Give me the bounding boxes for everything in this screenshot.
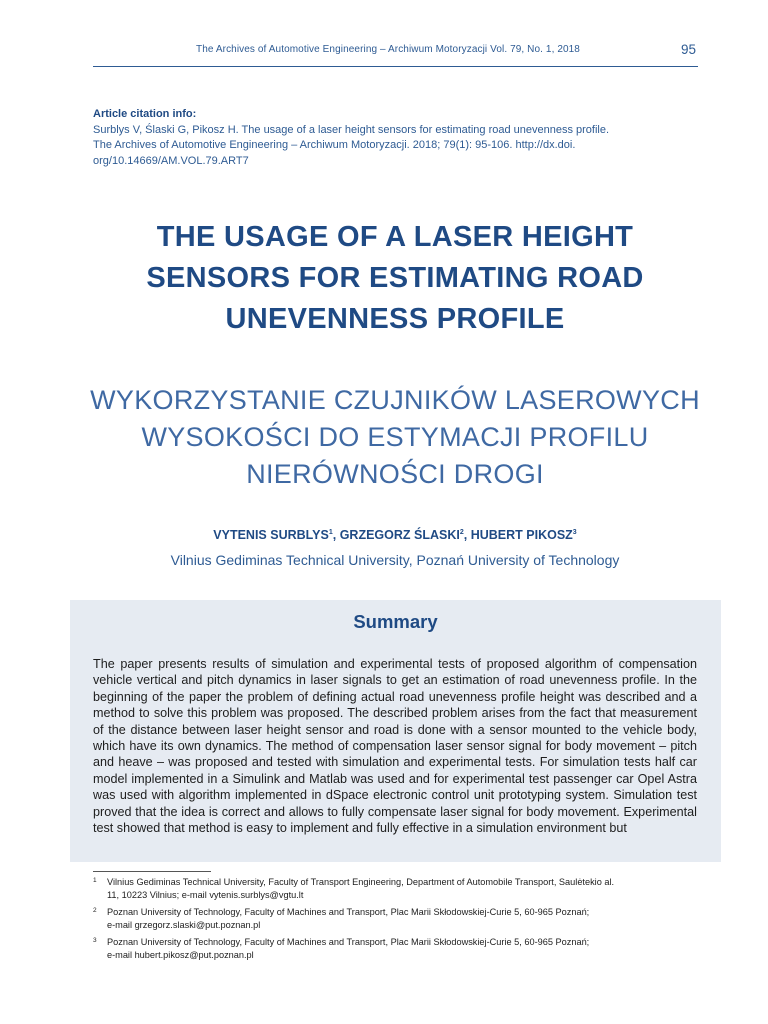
author-separator: , <box>332 528 340 542</box>
author-affiliation-mark: 2 <box>459 528 464 536</box>
footnote <box>93 906 703 932</box>
affiliation: Vilnius Gediminas Technical University, Poznań University of Technology <box>170 552 620 568</box>
footnote-divider <box>93 871 211 872</box>
citation-line: org/10.14669/AM.VOL.79.ART7 <box>93 154 249 167</box>
title-pl-line: WYKORZYSTANIE CZUJNIKÓW LASEROWYCH <box>90 385 700 415</box>
citation-block <box>93 107 703 169</box>
title-en-line: THE USAGE OF A LASER HEIGHT <box>156 221 634 253</box>
footnote-line: e-mail hubert.pikosz@put.poznan.pl <box>107 950 254 960</box>
summary-text: The paper presents results of simulation and experimental tests of proposed algorithm of compensation vehicle vertical and pitch dynamics in laser signals to get an estimation of road unevenness profile. In the beginning of the paper the problem of defining actual road unevenness profile height was described and a method to solve this problem was proposed. The described problem arises from the fact that measurement of the distance between laser height sensor and road is done with a sensor mounted to the vehicle body, which have its own dynamics. The method of compensation laser sensor signal for body movement – pitch and heave – was proposed and tested with simulation and experimental tests. For simulation tests half car model implemented in a Simulink and Matlab was used and for experimental test passenger car Opel Astra was used with algorithm implemented in dSpace electronic control unit prototyping system. Simulation test proved that the idea is correct and allows to fully compensate laser signal for body movement. Experimental test showed that method is easy to implement and fully effective in a simulation environment but <box>93 657 697 836</box>
article-title-en <box>90 217 700 340</box>
summary-heading: Summary <box>353 611 438 632</box>
author-name: VYTENIS SURBLYS <box>213 528 329 542</box>
running-head <box>93 44 698 67</box>
footnote-mark: 1 <box>93 877 97 884</box>
citation-line: The Archives of Automotive Engineering – Archiwum Motoryzacji. 2018; 79(1): 95-106. http://dx.doi. <box>93 139 576 151</box>
author-separator: , <box>463 528 471 542</box>
title-pl-line: WYSOKOŚCI DO ESTYMACJI PROFILU <box>141 422 649 452</box>
footnote-line: Poznan University of Technology, Faculty of Machines and Transport, Plac Marii Skłodowskiej-Curie 5, 60-965 Poznań; <box>107 937 590 947</box>
title-pl-line: NIERÓWNOŚCI DROGI <box>246 459 544 489</box>
journal-name: The Archives of Automotive Engineering – Archiwum Motoryzacji Vol. 79, No. 1, 2018 <box>196 44 580 55</box>
footnotes <box>93 876 703 966</box>
citation-line: Surblys V, Ślaski G, Pikosz H. The usage of a laser height sensors for estimating road unevenness profile. <box>93 123 610 136</box>
author-name: GRZEGORZ ŚLASKI <box>339 528 460 542</box>
citation-heading: Article citation info: <box>93 108 197 120</box>
footnote <box>93 876 703 902</box>
footnote-line: Poznan University of Technology, Faculty of Machines and Transport, Plac Marii Skłodowskiej-Curie 5, 60-965 Poznań; <box>107 907 590 917</box>
summary-box <box>70 600 721 862</box>
author-affiliation-mark: 3 <box>572 528 577 536</box>
footnote-line: e-mail grzegorz.slaski@put.poznan.pl <box>107 920 261 930</box>
title-en-line: UNEVENNESS PROFILE <box>225 303 565 335</box>
title-en-line: SENSORS FOR ESTIMATING ROAD <box>146 262 644 294</box>
footnote <box>93 936 703 962</box>
footnote-mark: 2 <box>93 907 97 914</box>
article-title-pl <box>90 382 700 493</box>
author-name: HUBERT PIKOSZ <box>470 528 573 542</box>
footnote-mark: 3 <box>93 937 97 944</box>
page-number: 95 <box>680 42 696 57</box>
authors-line <box>90 528 700 542</box>
author-affiliation-mark: 1 <box>328 528 333 536</box>
footnote-line: Vilnius Gediminas Technical University, Faculty of Transport Engineering, Department of Automobile Transport, Saulėtekio al. <box>107 877 615 887</box>
footnote-line: 11, 10223 Vilnius; e-mail vytenis.surblys@vgtu.lt <box>107 890 304 900</box>
